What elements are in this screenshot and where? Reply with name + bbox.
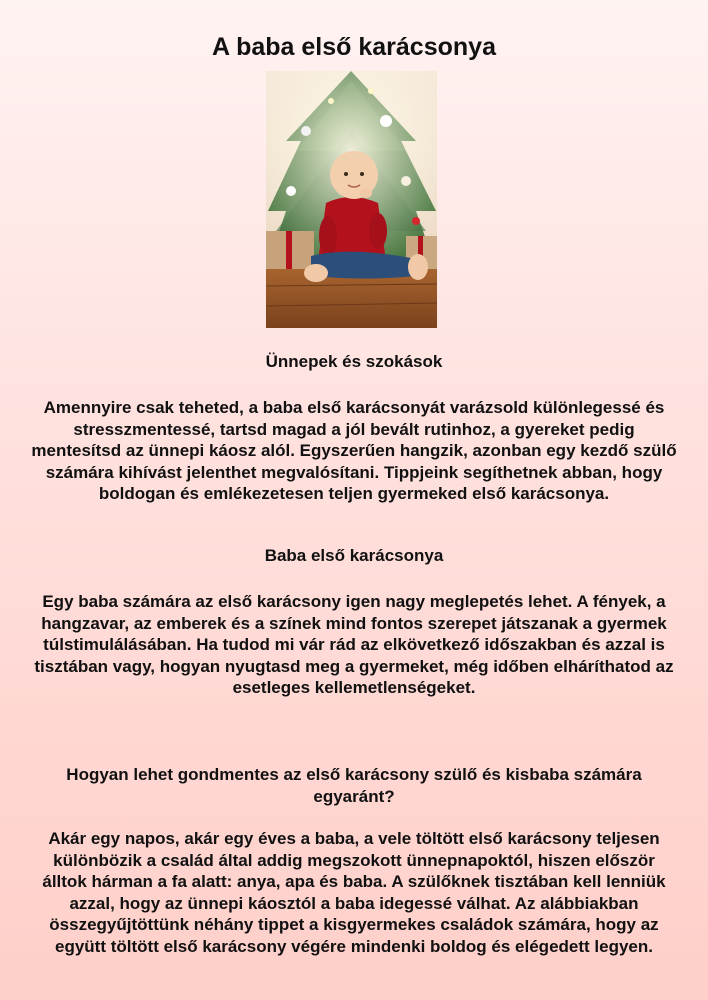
baby-christmas-photo xyxy=(266,71,437,328)
section-body-carefree-christmas: Akár egy napos, akár egy éves a baba, a vele töltött első karácsony teljesen különbözik a család által addig megszokott ünnepnapoktól, hiszen először álltok hárman a fa alatt: anya, apa és baba. A szülőknek tisztában kell lenniük azzal, hogy az ünnepi káosztól a baba idegessé válhat. Az alábbiakban összegyűjtöttünk néhány tippet a kisgyermekes családok számára, hogy az együtt töltött első karácsony végére mindenki boldog és elégedett legyen. xyxy=(42,829,666,956)
section-heading-carefree-christmas: Hogyan lehet gondmentes az első karácsony szülő és kisbaba számára egyaránt? xyxy=(66,765,642,806)
section-heading-first-christmas: Baba első karácsonya xyxy=(264,546,444,565)
baby-under-christmas-tree-photo-icon xyxy=(266,71,437,328)
article-title: A baba első karácsonya xyxy=(212,32,496,61)
section-body-first-christmas: Egy baba számára az első karácsony igen nagy meglepetés lehet. A fények, a hangzavar, az emberek és a színek mind fontos szerepet játszanak a gyermek túlstimulálásában. Ha tudod mi vár rád az elkövetkező időszakban és azzal is tisztában vagy, hogyan nyugtasd meg a gyermeket, még időben elháríthatod az esetleges kellemetlenségeket. xyxy=(34,592,674,697)
section-body-holidays: Amennyire csak teheted, a baba első karácsonyát varázsold különlegessé és stresszmentessé, tartsd magad a jól bevált rutinhoz, a gyereket pedig mentesítsd az ünnepi káosz alól. Egyszerűen hangzik, azonban egy kezdő szülő számára kihívást jelenthet megvalósítani. Tippjeink segíthetnek abban, hogy boldogan és emlékezetesen teljen gyermeked első karácsonya. xyxy=(31,398,677,503)
section-heading-holidays: Ünnepek és szokások xyxy=(265,352,443,371)
